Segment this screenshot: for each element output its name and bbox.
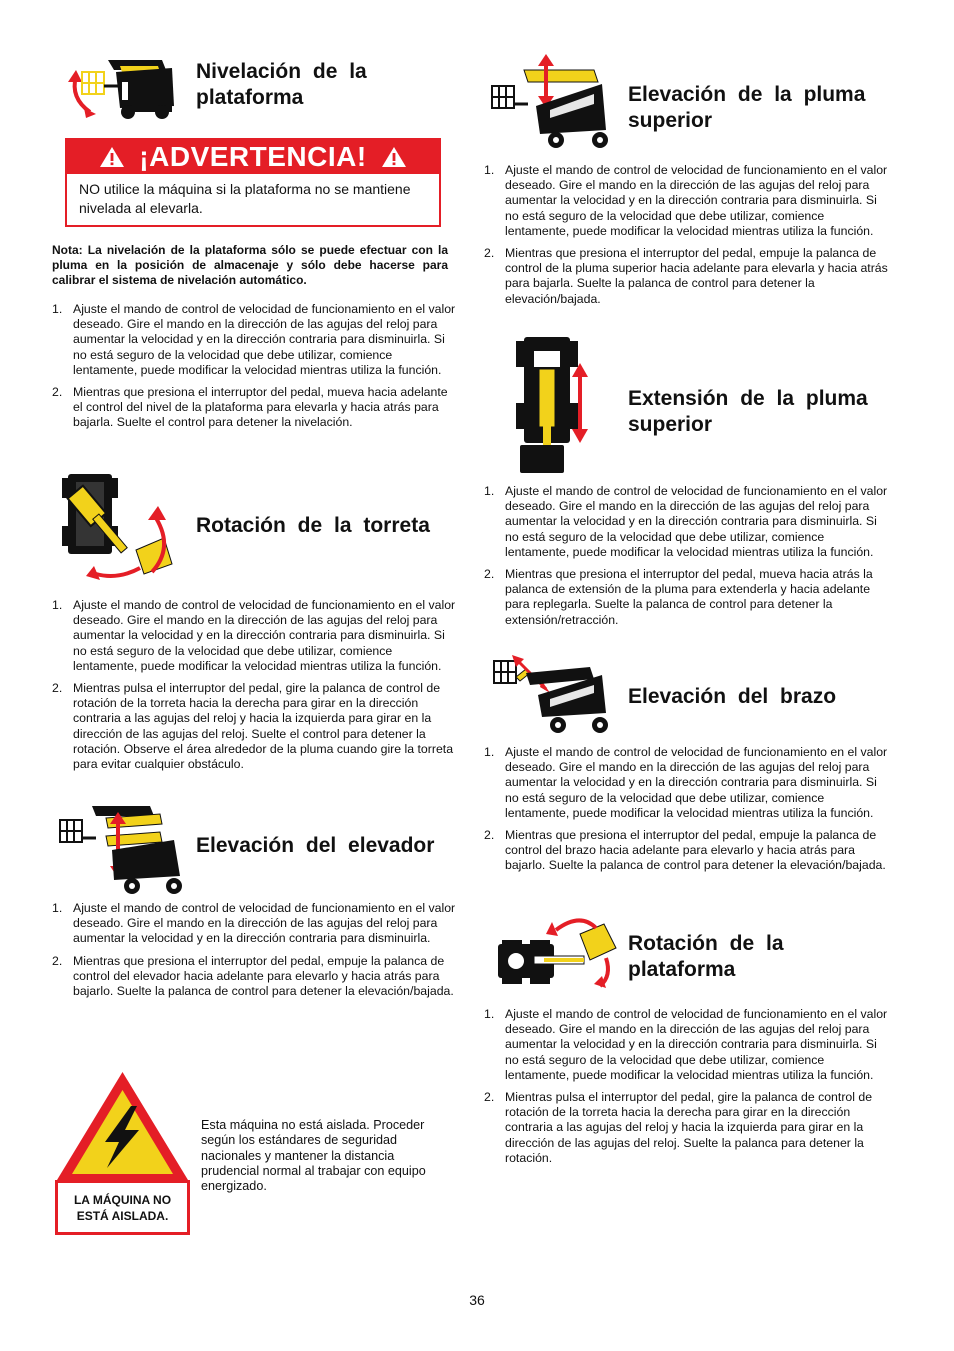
- section-title-jib-elevation: Elevación del brazo: [628, 685, 837, 708]
- section-title-platform-leveling: Nivelación de la: [196, 60, 367, 83]
- lift-elevation-icon: [56, 800, 188, 896]
- upper-boom-extension-icon: [512, 333, 592, 475]
- list-item: 1. Ajuste el mando de control de velocidad de funcionamiento en el valor deseado. Gire el mando en la dirección de las agujas del reloj para aumentar la velocidad y en la dirección contraria para disminuirla. Si no está seguro de la velocidad que debe utilizar, comience lentamente, puede modificar la velocidad mientras utiliza la función.: [484, 745, 888, 820]
- section-title-platform-leveling-line2: plataforma: [196, 86, 304, 109]
- section-title-turret-rotation: Rotación de la torreta: [196, 514, 430, 537]
- warning-triangle-icon: [381, 146, 407, 168]
- turret-rotation-steps: [50, 598, 456, 779]
- leveling-steps: [50, 302, 456, 438]
- platform-rotation-icon: [494, 918, 618, 992]
- list-item: 2. Mientras que presiona el interruptor del pedal, empuje la palanca de control de la pluma superior hacia adelante para elevarla y hacia atrás para bajarla. Suelte la palanca de control para detener la elevación/bajada.: [484, 246, 888, 306]
- section-title-upper-boom-extension: Extensión de la pluma: [628, 387, 868, 410]
- list-item: 2. Mientras que presiona el interruptor del pedal, mueva hacia adelante el control del nivel de la plataforma para elevarla y hacia atrás para bajarla. Suelte el control para detener la nivelación.: [52, 385, 448, 430]
- hazard-text: Esta máquina no está aislada. Proceder según los estándares de seguridad nacionales y mantener la distancia prudencial normal al trabajar con equipo energizado.: [201, 1118, 426, 1194]
- list-item: 1. Ajuste el mando de control de velocidad de funcionamiento en el valor deseado. Gire el mando en la dirección de las agujas del reloj para aumentar la velocidad y en la dirección contraria para disminuirla. Si no está seguro de la velocidad que debe utilizar, comience lentamente, puede modificar la velocidad mientras utiliza la función.: [484, 163, 888, 238]
- warning-title: ¡ADVERTENCIA!: [139, 141, 367, 172]
- list-item: 2. Mientras que presiona el interruptor del pedal, empuje la palanca de control del elevador hacia adelante para elevarlo y hacia atrás para bajarlo. Suelte la palanca de control para detener la elevación/bajada.: [52, 953, 454, 999]
- list-item: 1. Ajuste el mando de control de velocidad de funcionamiento en el valor deseado. Gire el mando en la dirección de las agujas del reloj para aumentar la velocidad y en la dirección contraria para disminuirla. Si no está seguro de la velocidad que debe utilizar, comience lentamente, puede modificar la velocidad mientras utiliza la función.: [484, 484, 888, 559]
- electrical-hazard-icon: [55, 1070, 190, 1182]
- warning-header: [67, 140, 439, 174]
- list-item: 1. Ajuste el mando de control de velocidad de funcionamiento en el valor deseado. Gire el mando en la dirección de las agujas del reloj para aumentar la velocidad y en la dirección contraria para disminuirla. Si no está seguro de la velocidad que debe utilizar, comience lentamente, puede modificar la velocidad mientras utiliza la función.: [52, 302, 456, 377]
- section-title-upper-boom-extension-line2: superior: [628, 413, 713, 436]
- section-title-lift-elevation: Elevación del elevador: [196, 834, 435, 857]
- section-title-upper-boom-elevation: Elevación de la pluma: [628, 83, 866, 106]
- warning-triangle-icon: [99, 146, 125, 168]
- leveling-note: Nota: La nivelación de la plataforma sólo se puede efectuar con la pluma en la posición de almacenaje y sólo debe hacerse para calibrar el sistema de nivelación automático.: [52, 243, 448, 287]
- list-item: 2. Mientras que presiona el interruptor del pedal, mueva hacia atrás la palanca de extensión de la pluma para extenderla y hacia adelante para replegarla. Suelte la palanca de control para detener la extensión/retracción.: [484, 567, 873, 627]
- page-number: 36: [469, 1292, 485, 1308]
- section-title-platform-rotation: Rotación de la: [628, 932, 784, 955]
- list-item: 1. Ajuste el mando de control de velocidad de funcionamiento en el valor deseado. Gire el mando en la dirección de las agujas del reloj para aumentar la velocidad y en la dirección contraria para disminuirla. Si no está seguro de la velocidad que debe utilizar, comience lentamente, puede modificar la velocidad mientras utiliza la función.: [484, 1007, 888, 1082]
- list-item: 2. Mientras pulsa el interruptor del pedal, gire la palanca de control de rotación de la torreta hacia la derecha para girar en la dirección contraria a las agujas del reloj y hacia la izquierda para girar en la dirección de las agujas del reloj. Suelte el control para detener la rotación. Observe el área alrededor de la pluma cuando gire la torreta para evitar cualquier obstáculo.: [52, 681, 454, 772]
- warning-text: NO utilice la máquina si la plataforma no se mantiene nivelada al elevarla.: [79, 181, 411, 216]
- upper-boom-elevation-steps: [482, 163, 890, 314]
- jib-elevation-icon: [490, 655, 614, 735]
- list-item: 2. Mientras que presiona el interruptor del pedal, empuje la palanca de control del brazo hacia adelante para elevarlo y hacia atrás para bajarlo. Suelte la palanca de control para detener la elevación/bajada.: [484, 828, 886, 873]
- lift-elevation-steps: [50, 901, 456, 1006]
- platform-rotation-steps: [482, 1007, 890, 1173]
- section-title-platform-rotation-line2: plataforma: [628, 958, 736, 981]
- jib-elevation-steps: [482, 745, 890, 881]
- warning-box: [65, 138, 441, 227]
- list-item: 1. Ajuste el mando de control de velocidad de funcionamiento en el valor deseado. Gire el mando en la dirección de las agujas del reloj para aumentar la velocidad y en la dirección contraria para disminuirla. Si no está seguro de la velocidad que debe utilizar, comience lentamente, puede modificar la velocidad mientras utiliza la función.: [52, 598, 456, 673]
- turret-rotation-icon: [60, 468, 178, 584]
- upper-boom-elevation-icon: [490, 54, 614, 150]
- list-item: 1. Ajuste el mando de control de velocidad de funcionamiento en el valor deseado. Gire el mando en la dirección de las agujas del reloj para aumentar la velocidad y en la dirección contraria para disminuirla.: [52, 901, 456, 946]
- hazard-label: LA MÁQUINA NO ESTÁ AISLADA.: [55, 1180, 190, 1235]
- section-title-upper-boom-elevation-line2: superior: [628, 109, 713, 132]
- list-item: 2. Mientras pulsa el interruptor del pedal, gire la palanca de control de rotación de la torreta hacia la derecha para girar en la dirección contraria a las agujas del reloj y hacia la izquierda para girar en la dirección de las agujas del reloj. Suelte la palanca para detener la rotación.: [484, 1090, 873, 1165]
- upper-boom-extension-steps: [482, 484, 890, 635]
- platform-leveling-icon: [62, 52, 180, 120]
